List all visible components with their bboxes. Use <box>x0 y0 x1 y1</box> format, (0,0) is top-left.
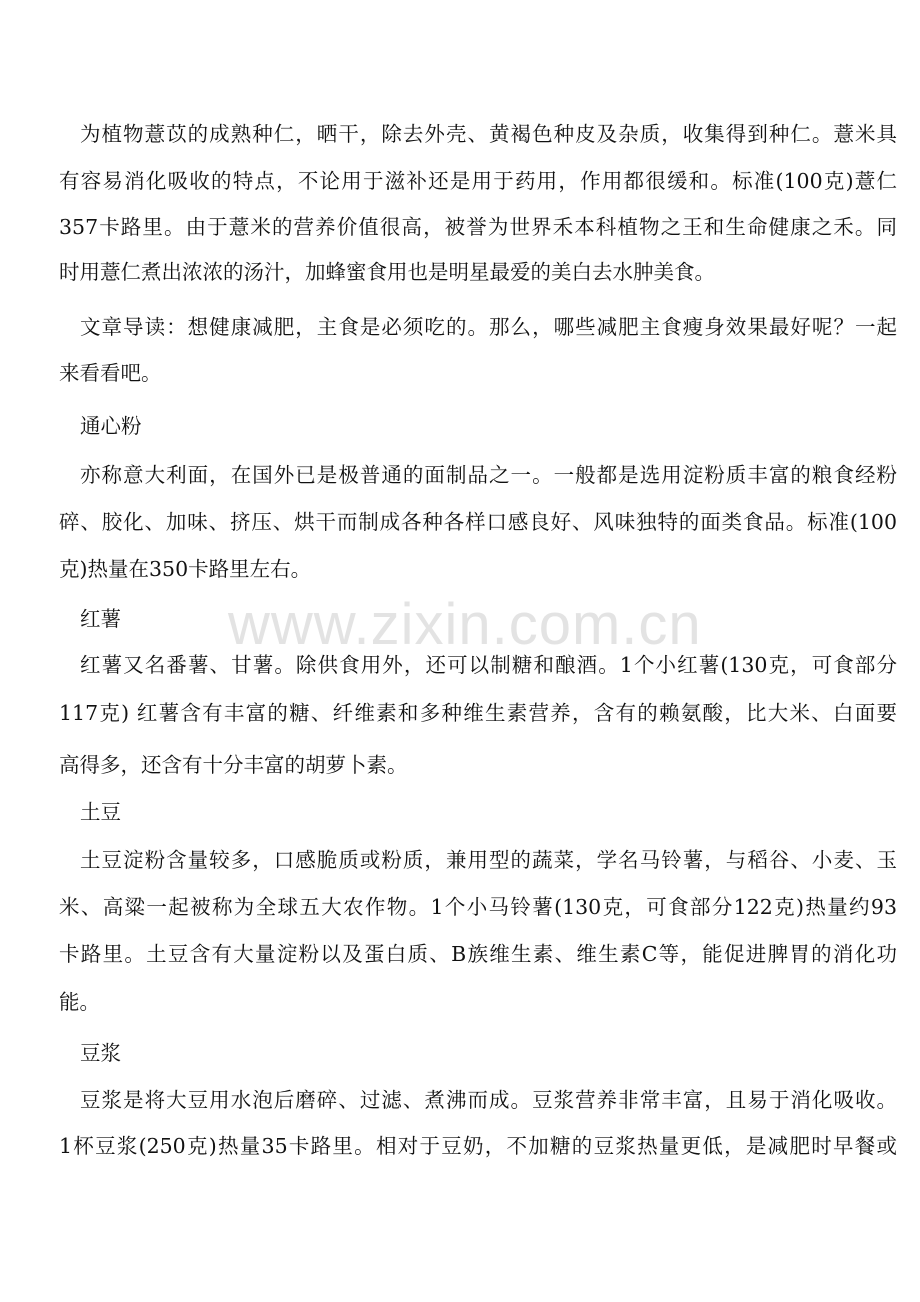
section-heading: 红薯 <box>80 607 121 631</box>
paragraph-line: 文章导读：想健康减肥，主食是必须吃的。那么，哪些减肥主食瘦身效果最好呢？一起 <box>80 315 897 339</box>
paragraph-line: 为植物薏苡的成熟种仁，晒干，除去外壳、黄褐色种皮及杂质，收集得到种仁。薏米具 <box>80 122 897 146</box>
paragraph-line: 亦称意大利面，在国外已是极普通的面制品之一。一般都是选用淀粉质丰富的粮食经粉 <box>80 463 897 487</box>
section-heading: 豆浆 <box>80 1041 121 1065</box>
paragraph-line: 土豆淀粉含量较多，口感脆质或粉质，兼用型的蔬菜，学名马铃薯，与稻谷、小麦、玉 <box>80 848 897 872</box>
paragraph-line: 碎、胶化、加味、挤压、烘干而制成各种各样口感良好、风味独特的面类食品。标准(100 <box>59 510 897 534</box>
watermark: www.zixin.com.cn <box>228 592 702 657</box>
paragraph-line: 117克) 红薯含有丰富的糖、纤维素和多种维生素营养，含有的赖氨酸，比大米、白面要 <box>59 701 897 725</box>
paragraph-line: 能。 <box>59 990 100 1014</box>
paragraph-line: 有容易消化吸收的特点，不论用于滋补还是用于药用，作用都很缓和。标准(100克)薏仁 <box>59 169 897 193</box>
section-heading: 通心粉 <box>80 414 142 438</box>
paragraph-line: 时用薏仁煮出浓浓的汤汁，加蜂蜜食用也是明星最爱的美白去水肿美食。 <box>59 260 715 284</box>
paragraph-line: 克)热量在350卡路里左右。 <box>59 557 312 581</box>
paragraph-line: 1杯豆浆(250克)热量35卡路里。相对于豆奶，不加糖的豆浆热量更低，是减肥时早餐或 <box>59 1134 897 1158</box>
paragraph-line: 米、高粱一起被称为全球五大农作物。1个小马铃薯(130克，可食部分122克)热量约93 <box>59 895 897 919</box>
paragraph-line: 来看看吧。 <box>59 361 162 385</box>
section-heading: 土豆 <box>80 800 121 824</box>
paragraph-line: 357卡路里。由于薏米的营养价值很高，被誉为世界禾本科植物之王和生命健康之禾。同 <box>59 215 897 239</box>
paragraph-line: 豆浆是将大豆用水泡后磨碎、过滤、煮沸而成。豆浆营养非常丰富，且易于消化吸收。 <box>80 1088 897 1112</box>
paragraph-line: 高得多，还含有十分丰富的胡萝卜素。 <box>59 753 408 777</box>
paragraph-line: 卡路里。土豆含有大量淀粉以及蛋白质、B族维生素、维生素C等，能促进脾胃的消化功 <box>59 942 897 966</box>
paragraph-line: 红薯又名番薯、甘薯。除供食用外，还可以制糖和酿酒。1个小红薯(130克，可食部分 <box>80 653 897 677</box>
